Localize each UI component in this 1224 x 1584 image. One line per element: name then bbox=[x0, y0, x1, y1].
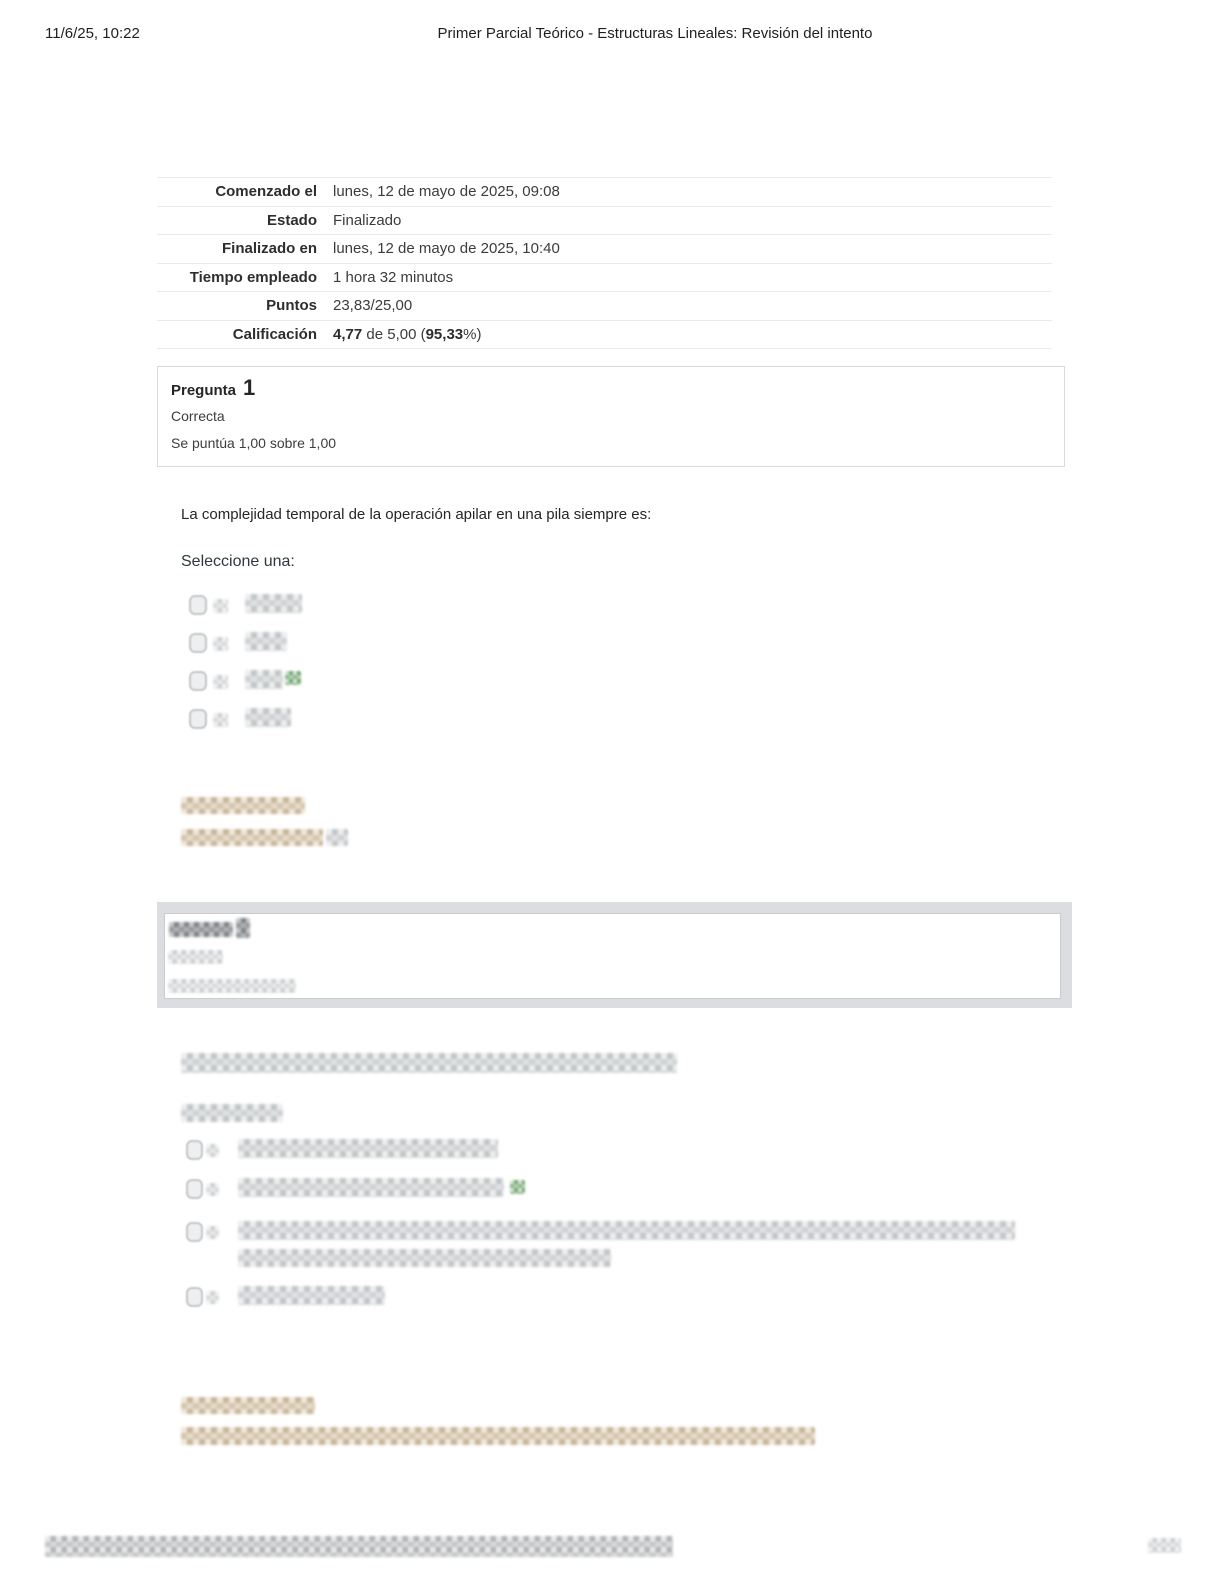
option-a-text-redacted[interactable] bbox=[245, 594, 302, 613]
feedback-title-redacted bbox=[181, 1397, 315, 1414]
option-b-radio[interactable] bbox=[186, 1179, 203, 1199]
grade-end: %) bbox=[463, 325, 482, 343]
option-c-text-line1-redacted[interactable] bbox=[238, 1221, 1015, 1240]
footer-page-number-redacted bbox=[1148, 1538, 1181, 1553]
row-value: 23,83/25,00 bbox=[333, 297, 413, 315]
option-a-text-redacted[interactable] bbox=[238, 1139, 498, 1158]
page-title: Primer Parcial Teórico - Estructuras Lineales: Revisión del intento bbox=[437, 25, 873, 42]
option-d-letter-redacted bbox=[206, 1291, 219, 1304]
table-row-grade bbox=[157, 320, 1052, 350]
question-number-line bbox=[171, 375, 1064, 401]
option-b-radio[interactable] bbox=[189, 633, 207, 653]
grade-value: 4,77 bbox=[333, 325, 363, 343]
row-label: Estado bbox=[266, 211, 317, 229]
footer-url-redacted bbox=[45, 1536, 673, 1557]
option-d-letter-redacted bbox=[213, 713, 228, 727]
question-label: Pregunta bbox=[171, 382, 237, 399]
question-1-text: La complejidad temporal de la operación apilar en una pila siempre es: bbox=[181, 506, 652, 523]
option-d-radio[interactable] bbox=[189, 709, 207, 729]
question-2-label-redacted bbox=[169, 922, 233, 937]
question-2-select-label-redacted bbox=[181, 1104, 283, 1122]
option-b-letter-redacted bbox=[206, 1183, 219, 1196]
row-label: Puntos bbox=[266, 297, 317, 315]
print-timestamp: 11/6/25, 10:22 bbox=[45, 25, 140, 42]
table-row bbox=[157, 234, 1052, 263]
option-c-radio[interactable] bbox=[189, 671, 207, 691]
option-a-letter-redacted bbox=[206, 1144, 219, 1157]
feedback-title-redacted bbox=[181, 797, 305, 814]
row-label: Calificación bbox=[232, 325, 317, 343]
option-c-letter-redacted bbox=[213, 675, 228, 689]
feedback-answer-value-redacted bbox=[326, 829, 348, 846]
table-row bbox=[157, 177, 1052, 206]
row-value: 1 hora 32 minutos bbox=[333, 268, 454, 286]
row-value: lunes, 12 de mayo de 2025, 09:08 bbox=[333, 183, 560, 201]
attempt-summary-table bbox=[157, 177, 1052, 349]
grade-mid: de 5,00 ( bbox=[362, 325, 426, 343]
option-b-text-redacted[interactable] bbox=[245, 632, 287, 651]
question-state: Correcta bbox=[171, 408, 225, 424]
question-1-select-label: Seleccione una: bbox=[181, 553, 295, 570]
option-c-text-line2-redacted[interactable] bbox=[238, 1249, 611, 1267]
question-number: 1 bbox=[243, 375, 256, 400]
row-label: Comenzado el bbox=[215, 183, 317, 201]
question-2-number-redacted bbox=[236, 918, 250, 938]
row-value bbox=[317, 326, 481, 343]
question-2-state-redacted bbox=[168, 950, 223, 964]
option-c-radio[interactable] bbox=[186, 1222, 203, 1242]
question-2-info-inner bbox=[164, 913, 1061, 999]
correct-check-icon bbox=[285, 671, 301, 685]
option-a-radio[interactable] bbox=[186, 1140, 203, 1160]
question-2-text-redacted bbox=[181, 1053, 677, 1073]
option-a-letter-redacted bbox=[213, 599, 228, 613]
row-value: Finalizado bbox=[333, 211, 402, 229]
row-label: Tiempo empleado bbox=[189, 268, 317, 286]
option-d-text-redacted[interactable] bbox=[238, 1286, 385, 1305]
question-2-points-redacted bbox=[168, 979, 296, 993]
feedback-answer-redacted bbox=[181, 829, 323, 846]
grade-percent: 95,33 bbox=[425, 325, 464, 343]
correct-check-icon bbox=[510, 1180, 525, 1194]
option-b-text-redacted[interactable] bbox=[238, 1178, 504, 1197]
table-row bbox=[157, 291, 1052, 320]
question-points: Se puntúa 1,00 sobre 1,00 bbox=[171, 435, 337, 451]
row-value: lunes, 12 de mayo de 2025, 10:40 bbox=[333, 240, 560, 258]
table-row bbox=[157, 206, 1052, 235]
option-b-letter-redacted bbox=[213, 637, 228, 651]
table-row bbox=[157, 263, 1052, 292]
feedback-answer-redacted bbox=[181, 1427, 815, 1445]
question-1-info-box bbox=[157, 366, 1065, 467]
option-d-radio[interactable] bbox=[186, 1287, 203, 1307]
option-a-radio[interactable] bbox=[189, 595, 207, 615]
option-d-text-redacted[interactable] bbox=[245, 708, 291, 727]
option-c-letter-redacted bbox=[206, 1226, 219, 1239]
option-c-text-redacted[interactable] bbox=[245, 670, 283, 689]
row-label: Finalizado en bbox=[221, 240, 317, 258]
